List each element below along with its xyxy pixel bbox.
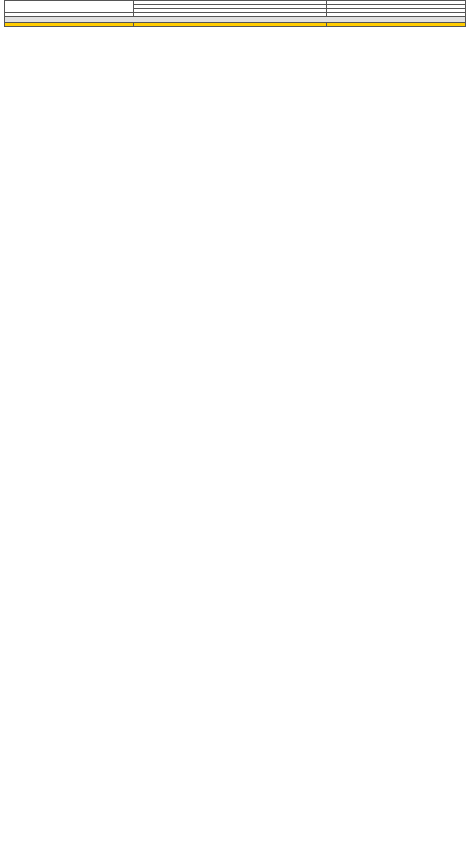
header-destinations [134, 23, 327, 27]
shipping-adjustment-table [4, 0, 465, 27]
uk-group [5, 1, 466, 27]
origin-cell [5, 1, 134, 13]
header-adjustment [327, 23, 466, 27]
header-origins [5, 23, 134, 27]
service-table [4, 0, 466, 27]
header-row [5, 23, 466, 27]
